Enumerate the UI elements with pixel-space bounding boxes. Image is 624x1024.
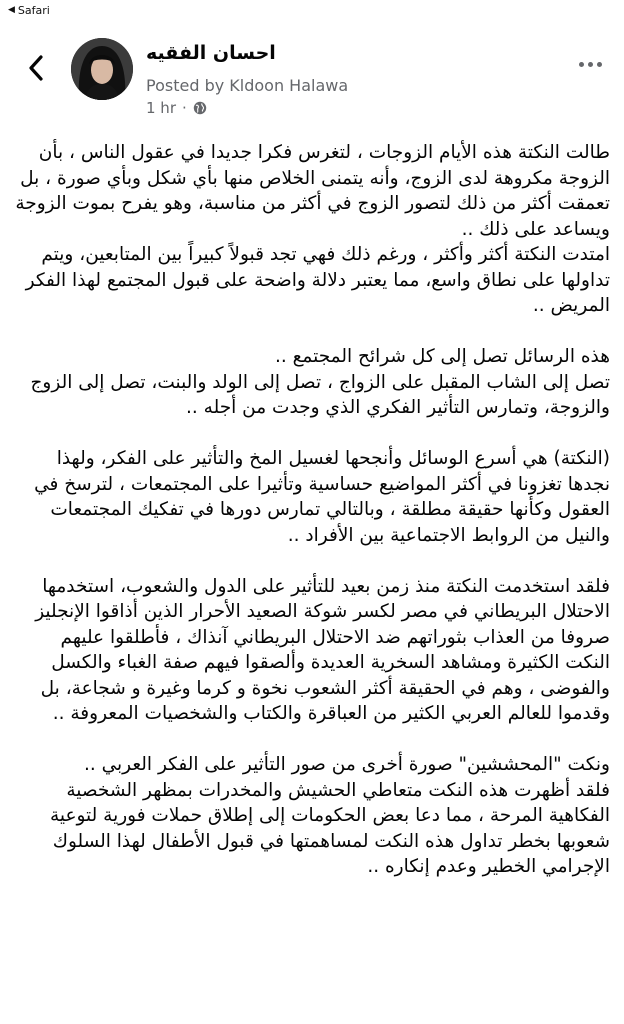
post-body	[14, 140, 610, 880]
posted-by-label: Posted by Kldoon Halawa	[146, 76, 349, 95]
avatar[interactable]	[71, 38, 133, 100]
safari-back-link[interactable]	[8, 4, 50, 17]
globe-icon	[193, 101, 207, 115]
post-time[interactable]: 1 hr	[146, 99, 176, 117]
more-horizontal-icon[interactable]	[579, 62, 602, 67]
back-triangle-icon: ◀	[8, 5, 15, 15]
paragraph-spacer	[14, 319, 610, 345]
post-paragraph: فلقد استخدمت النكتة منذ زمن بعيد للتأثير على الدول والشعوب، استخدمها الاحتلال البريطاني في مصر لكسر شوكة الصعيد الأحرار الذين أذاقوا الإنجليز صروفا من العذاب بثوراتهم ضد الاحتلال البريطاني آنذاك ، فأطلقوا عليهم النكت الكثيرة ومشاهد السخرية العديدة وألصقوا فيهم صفة الغباء والكسل والفوضى ، وهم في الحقيقة أكثر الشعوب نخوة و كرما وغيرة و شجاعة، بل وقدموا للعالم العربي الكثير من العباقرة والكتاب والشخصيات المعروفة ..	[35, 575, 610, 724]
author-name[interactable]: احسان الفقيه	[146, 42, 276, 64]
post-paragraph: ونكت "المحششين" صورة أخرى من صور التأثير على الفكر العربي .. فلقد أظهرت هذه النكت متعاطي الحشيش والمخدرات بمظهر الشخصية الفكاهية المرحة ، مما دعا بعض الحكومات إلى إطلاق حملات فورية لتوعية شعوبها بخطر تداول هذه النكت لمساهمتها في قبول الأطفال لهذا السلوك الإجرامي الخطير وعدم إنكاره ..	[49, 754, 610, 877]
paragraph-spacer	[14, 421, 610, 447]
meta-separator: ·	[182, 99, 187, 117]
dot	[588, 62, 593, 67]
paragraph-spacer	[14, 727, 610, 753]
paragraph-spacer	[14, 548, 610, 574]
post-paragraph: طالت النكتة هذه الأيام الزوجات ، لتغرس فكرا جديدا في عقول الناس ، بأن الزوجة مكروهة لدى الزوج، وأنه يتمنى الخلاص منها بأي شكل وبأي صورة ، بل تعمقت أكثر من ذلك لتصور الزوج في أكثر من مناسبة، وهو يفرح بموت الزوجة ويساعد على ذلك .. امتدت النكتة أكثر وأكثر ، ورغم ذلك فهي تجد قبولاً كبيراً بين المتابعين، ويتم تداولها على نطاق واسع، مما يعتبر دلالة واضحة على قبول المجتمع لهذا الفكر المريض ..	[15, 142, 610, 316]
post-paragraph: (النكتة) هي أسرع الوسائل وأنجحها لغسيل المخ والتأثير على الفكر، ولهذا نجدها تغزونا في أكثر المواضيع حساسية وتأثيرا على المجتمعات ، لترسخ في العقول وكأنها حقيقة مطلقة ، وبالتالي تمارس دورها في تفكيك المجتمعات والنيل من الروابط الاجتماعية بين الأفراد ..	[34, 448, 610, 546]
post-meta	[146, 99, 207, 117]
status-bar	[0, 0, 624, 20]
post-paragraph: هذه الرسائل تصل إلى كل شرائح المجتمع .. تصل إلى الشاب المقبل على الزواج ، تصل إلى الولد والبنت، تصل إلى الزوج والزوجة، وتمارس التأثير الفكري الذي وجدت من أجله ..	[30, 346, 610, 418]
dot	[579, 62, 584, 67]
safari-back-label: Safari	[17, 3, 50, 17]
dot	[597, 62, 602, 67]
chevron-left-icon[interactable]	[22, 54, 50, 82]
post-header	[0, 32, 624, 118]
